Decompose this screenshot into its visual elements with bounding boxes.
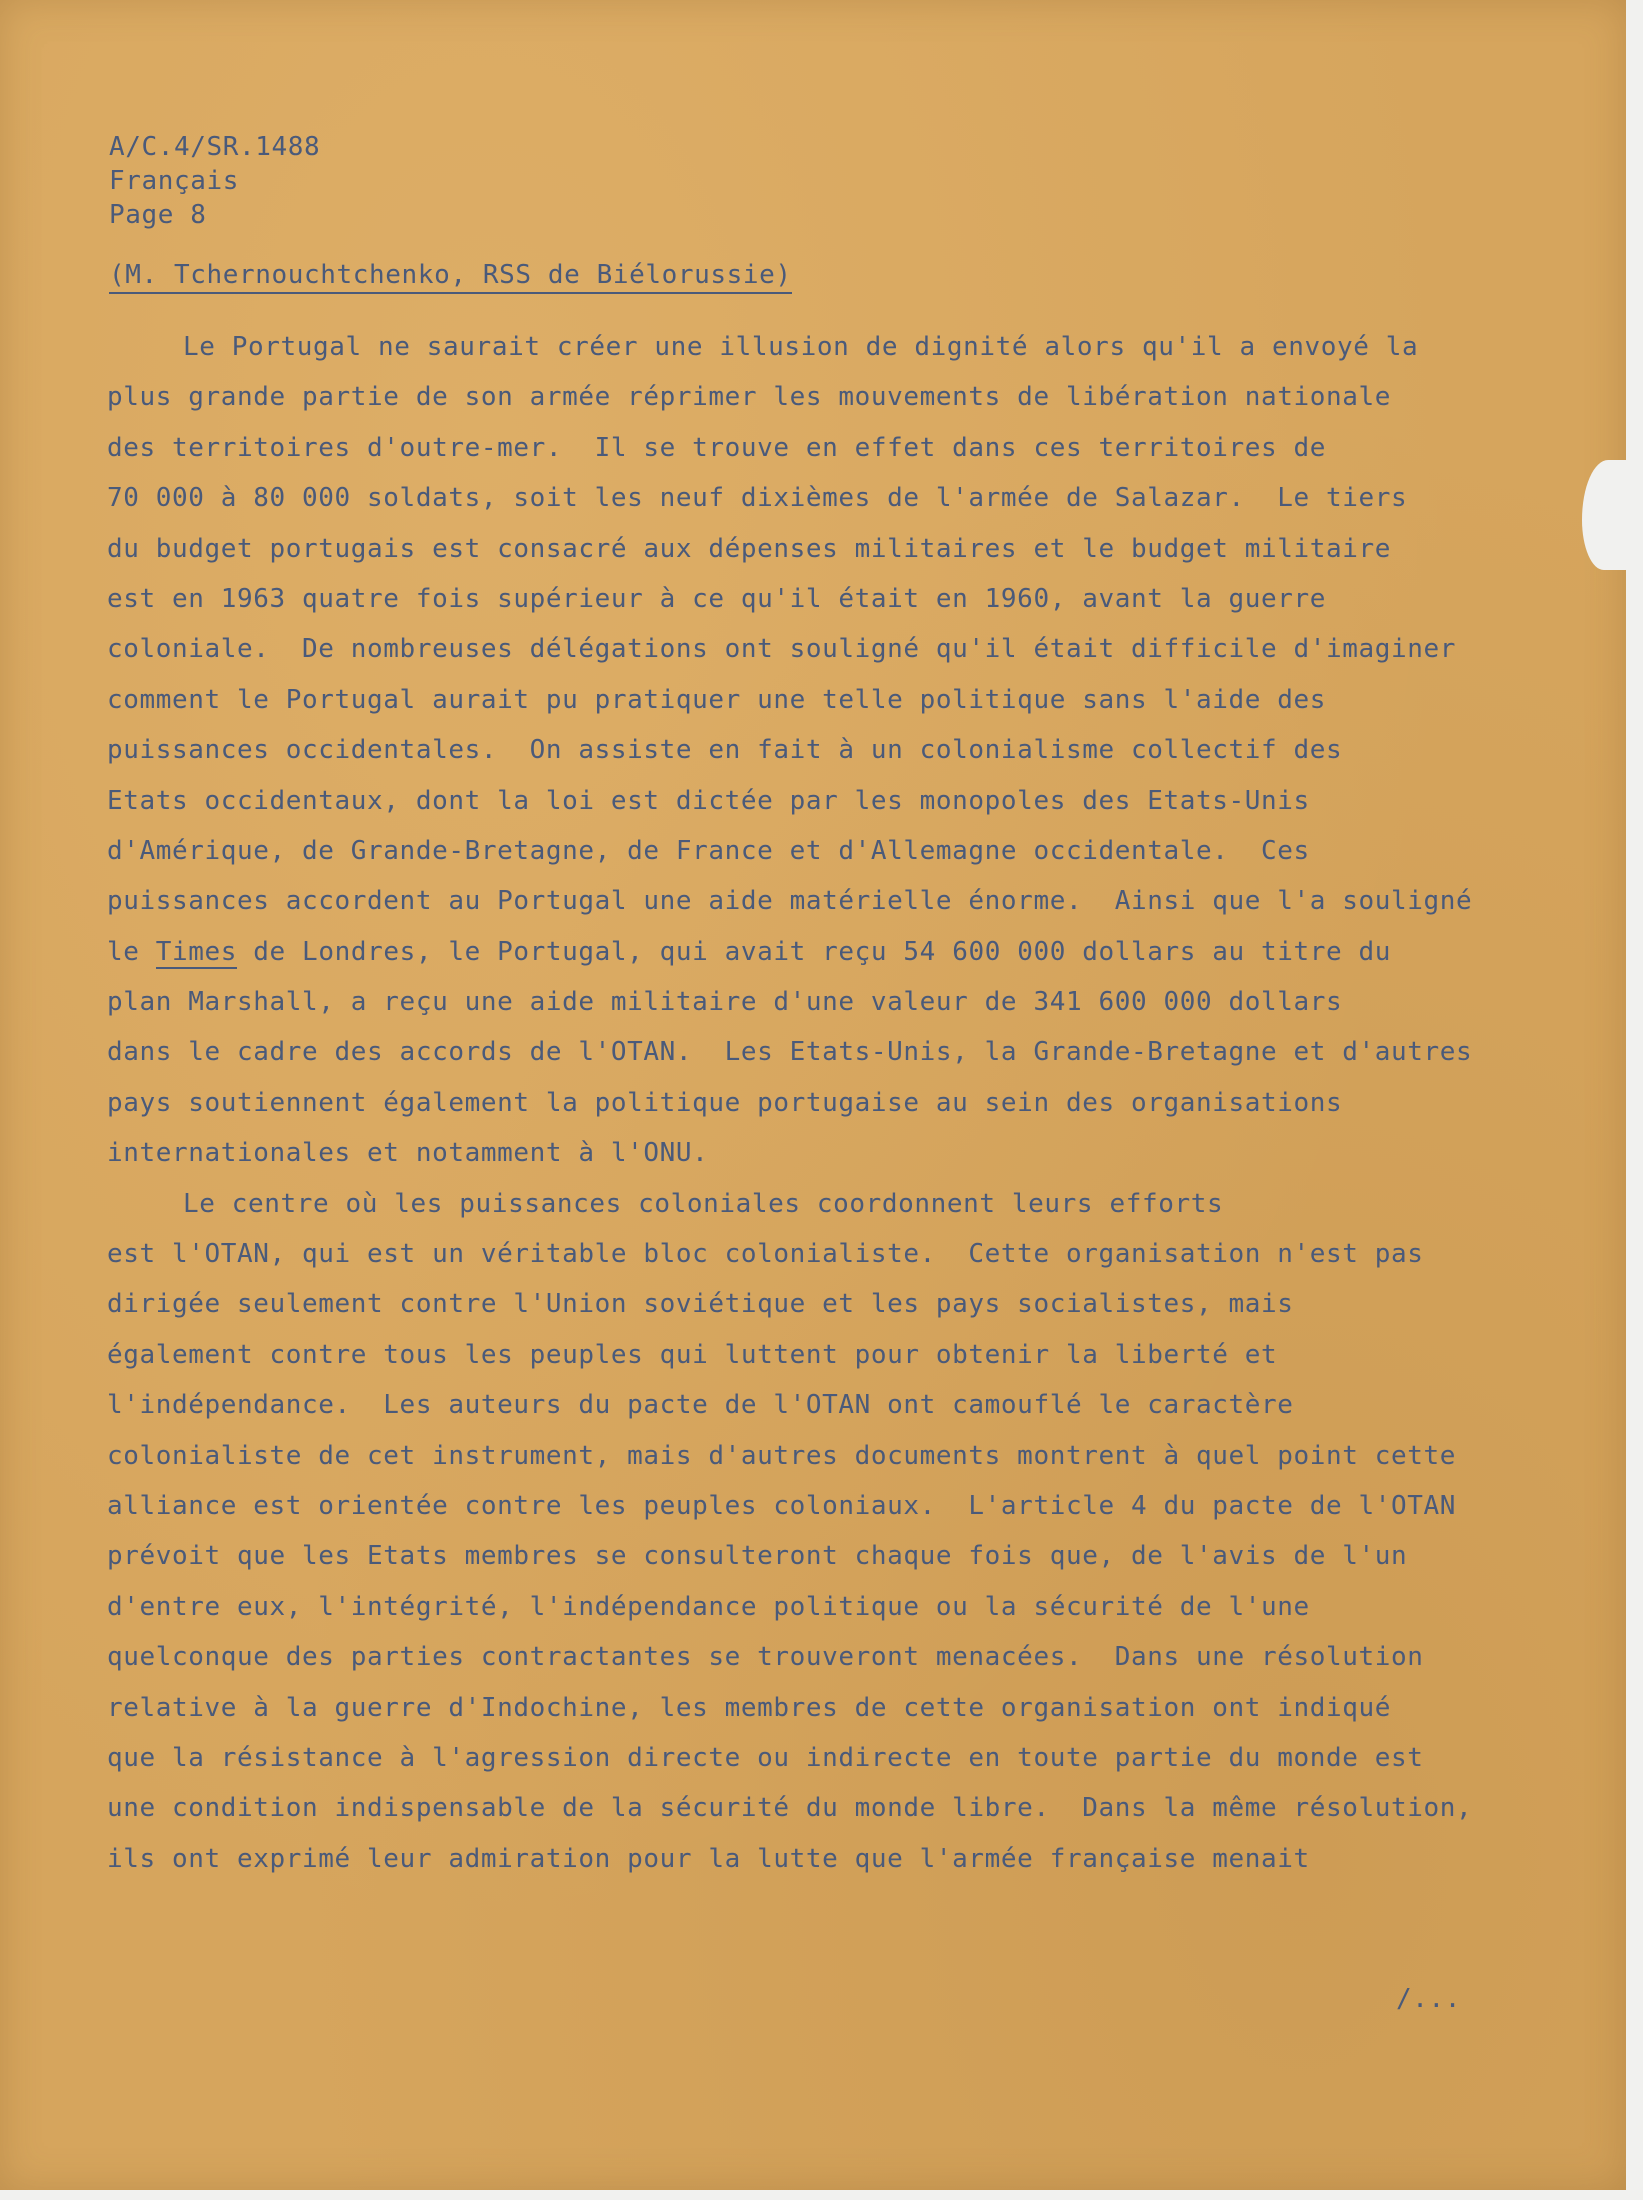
text-fragment: le <box>107 936 156 967</box>
text-line: du budget portugais est consacré aux dépenses militaires et le budget militaire <box>107 533 1392 564</box>
text-line: des territoires d'outre-mer. Il se trouve en effet dans ces territoires de <box>107 432 1326 463</box>
text-line: 70 000 à 80 000 soldats, soit les neuf dixièmes de l'armée de Salazar. Le tiers <box>107 483 1408 514</box>
document-body <box>107 322 1537 1884</box>
page-number: Page 8 <box>109 200 207 230</box>
text-line: est en 1963 quatre fois supérieur à ce qu'il était en 1960, avant la guerre <box>107 583 1326 614</box>
text-line: relative à la guerre d'Indochine, les membres de cette organisation ont indiqué <box>107 1692 1392 1723</box>
text-line: colonialiste de cet instrument, mais d'autres documents montrent à quel point cette <box>107 1440 1457 1471</box>
text-line: dirigée seulement contre l'Union soviétique et les pays socialistes, mais <box>107 1289 1294 1320</box>
text-line: l'indépendance. Les auteurs du pacte de l'OTAN ont camouflé le caractère <box>107 1390 1294 1421</box>
speaker-name: (M. Tchernouchtchenko, RSS de Biélorussie) <box>109 260 792 294</box>
text-line: puissances occidentales. On assiste en fait à un colonialisme collectif des <box>107 735 1343 766</box>
text-line: est l'OTAN, qui est un véritable bloc colonialiste. Cette organisation n'est pas <box>107 1239 1424 1270</box>
text-line: internationales et notamment à l'ONU. <box>107 1138 709 1169</box>
speaker-heading <box>109 258 792 292</box>
document-language: Français <box>109 166 240 196</box>
torn-edge <box>1582 460 1630 570</box>
text-line: ils ont exprimé leur admiration pour la lutte que l'armée française menait <box>107 1843 1310 1874</box>
text-line: une condition indispensable de la sécurité du monde libre. Dans la même résolution, <box>107 1793 1473 1824</box>
text-line: comment le Portugal aurait pu pratiquer une telle politique sans l'aide des <box>107 684 1326 715</box>
continuation-mark: /... <box>1396 1984 1462 2014</box>
paragraph <box>107 1179 1537 1884</box>
paragraph <box>107 322 1537 1179</box>
text-line: quelconque des parties contractantes se trouveront menacées. Dans une résolution <box>107 1642 1424 1673</box>
text-line: puissances accordent au Portugal une aide matérielle énorme. Ainsi que l'a souligné <box>107 886 1473 917</box>
text-line: Le centre où les puissances coloniales coordonnent leurs efforts <box>183 1188 1224 1219</box>
underlined-title: Times <box>155 936 238 967</box>
document-header <box>109 130 320 232</box>
text-line: que la résistance à l'agression directe ou indirecte en toute partie du monde est <box>107 1742 1424 1773</box>
text-line: coloniale. De nombreuses délégations ont souligné qu'il était difficile d'imaginer <box>107 634 1457 665</box>
text-line: également contre tous les peuples qui luttent pour obtenir la liberté et <box>107 1339 1278 1370</box>
text-line: d'entre eux, l'intégrité, l'indépendance politique ou la sécurité de l'une <box>107 1591 1310 1622</box>
text-line: Etats occidentaux, dont la loi est dictée par les monopoles des Etats-Unis <box>107 785 1310 816</box>
text-line: alliance est orientée contre les peuples coloniaux. L'article 4 du pacte de l'OTAN <box>107 1490 1457 1521</box>
text-line: plan Marshall, a reçu une aide militaire d'une valeur de 341 600 000 dollars <box>107 987 1343 1018</box>
text-line: d'Amérique, de Grande-Bretagne, de France et d'Allemagne occidentale. Ces <box>107 835 1310 866</box>
text-line: pays soutiennent également la politique portugaise au sein des organisations <box>107 1087 1343 1118</box>
text-line <box>107 927 1537 977</box>
text-line: prévoit que les Etats membres se consulteront chaque fois que, de l'avis de l'un <box>107 1541 1408 1572</box>
text-fragment: de Londres, le Portugal, qui avait reçu 54 600 000 dollars au titre du <box>237 936 1392 967</box>
text-line: dans le cadre des accords de l'OTAN. Les Etats-Unis, la Grande-Bretagne et d'autres <box>107 1037 1473 1068</box>
document-symbol: A/C.4/SR.1488 <box>109 132 321 162</box>
text-line: plus grande partie de son armée réprimer les mouvements de libération nationale <box>107 382 1392 413</box>
text-line: Le Portugal ne saurait créer une illusion de dignité alors qu'il a envoyé la <box>183 332 1419 362</box>
